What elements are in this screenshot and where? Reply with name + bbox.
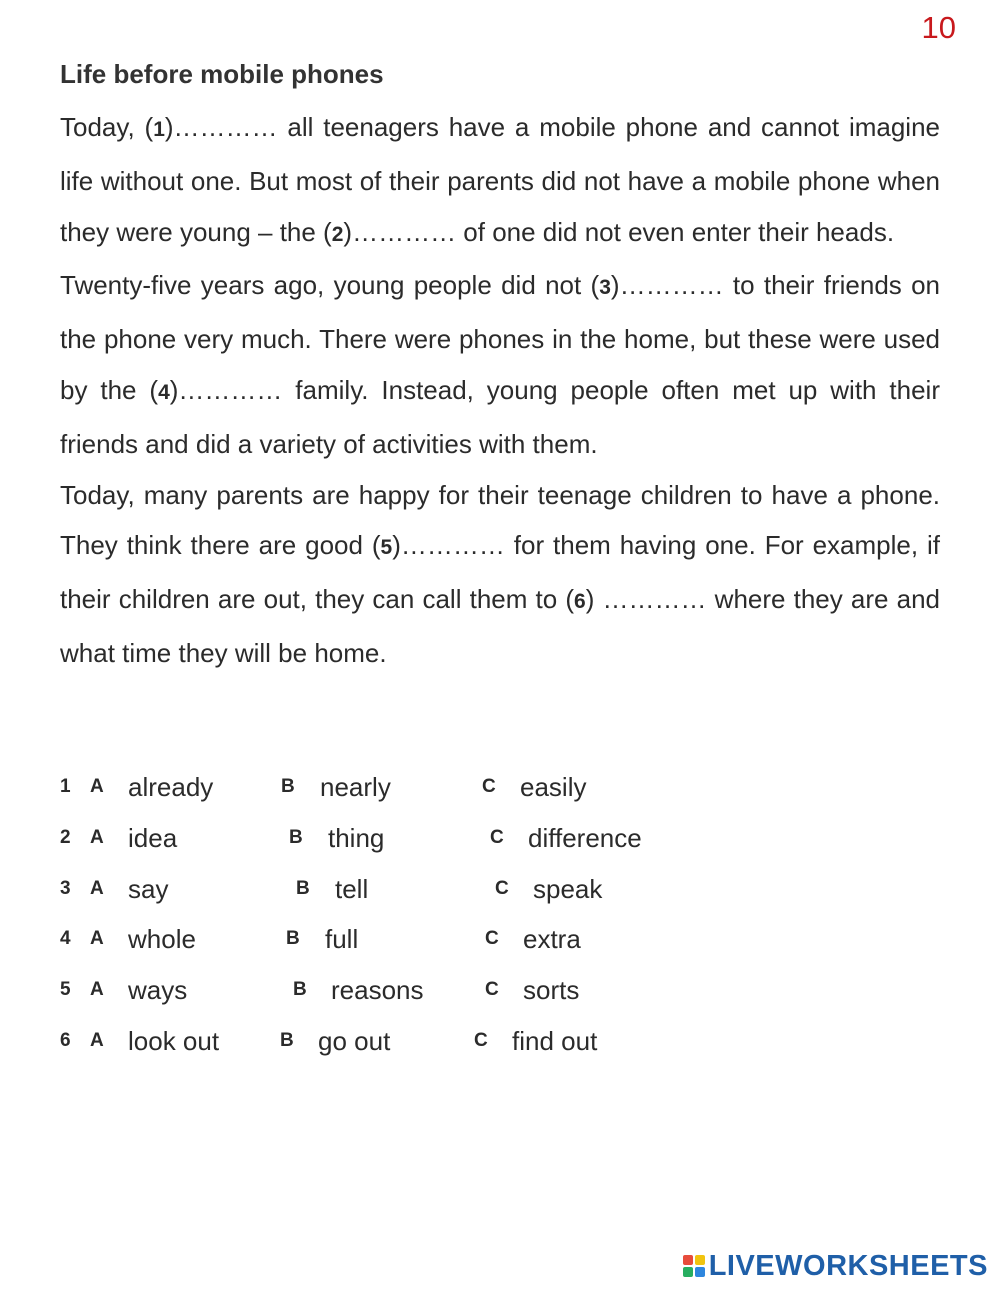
- gap-number-2: 2: [331, 222, 344, 246]
- option-letter-c: C: [490, 826, 504, 848]
- option-letter-b: B: [293, 979, 307, 1001]
- liveworksheets-logo[interactable]: [683, 1248, 988, 1284]
- option-b[interactable]: go out: [318, 1025, 391, 1056]
- option-row-3: [60, 864, 760, 915]
- option-row-5: [60, 965, 760, 1016]
- paragraph-1: [60, 102, 940, 260]
- option-letter-a: A: [90, 826, 104, 848]
- option-b[interactable]: thing: [328, 822, 385, 853]
- logo-square: [683, 1255, 693, 1265]
- question-number: 5: [60, 979, 71, 1001]
- passage-text: Today, many parents are happy for their teenage children to have a phone. They think there are good (: [60, 479, 940, 561]
- page-number: 10: [921, 10, 956, 45]
- option-c[interactable]: sorts: [523, 975, 580, 1006]
- passage-text: Twenty-five years ago, young people did not (: [60, 270, 600, 301]
- answer-options: [60, 762, 760, 1067]
- gap-number-1: 1: [153, 118, 165, 141]
- option-letter-c: C: [482, 776, 496, 797]
- option-row-6: [60, 1016, 760, 1067]
- option-row-4: [60, 914, 760, 965]
- option-letter-a: A: [90, 776, 104, 797]
- logo-square: [695, 1255, 705, 1265]
- option-letter-b: B: [280, 1029, 294, 1051]
- question-number: 6: [60, 1029, 71, 1051]
- option-row-2: [60, 813, 760, 864]
- question-number: 1: [60, 776, 71, 797]
- gap-number-5: 5: [380, 536, 393, 560]
- gap-number-3: 3: [599, 276, 611, 300]
- option-a[interactable]: say: [128, 873, 169, 904]
- logo-square: [683, 1267, 693, 1277]
- option-row-1: [60, 762, 760, 813]
- option-a[interactable]: already: [128, 772, 214, 802]
- option-letter-b: B: [289, 826, 303, 848]
- logo-text: LIVEWORKSHEETS: [708, 1249, 988, 1282]
- option-c[interactable]: extra: [523, 924, 581, 955]
- logo-square: [695, 1267, 705, 1277]
- option-letter-c: C: [485, 928, 499, 950]
- option-letter-a: A: [90, 1029, 104, 1051]
- option-b[interactable]: reasons: [331, 975, 424, 1006]
- gap-number-6: 6: [574, 590, 586, 614]
- passage-text: )………… of one did not even enter their heads.: [343, 216, 895, 247]
- option-letter-b: B: [296, 877, 310, 899]
- option-b[interactable]: full: [325, 924, 359, 955]
- passage-text: ) ………… where they are and what time they will be home.: [60, 584, 940, 668]
- gap-number-4: 4: [158, 380, 170, 404]
- option-a[interactable]: look out: [128, 1025, 220, 1056]
- question-number: 2: [60, 826, 71, 848]
- passage-text: )………… family. Instead, young people often met up with their friends and did a variety of activities with them.: [60, 374, 940, 459]
- option-b[interactable]: tell: [335, 873, 369, 904]
- option-letter-a: A: [90, 877, 104, 899]
- option-c[interactable]: speak: [533, 873, 603, 904]
- paragraph-2: [60, 260, 940, 469]
- passage-text: Today, (: [60, 112, 154, 142]
- option-letter-a: A: [90, 928, 104, 950]
- option-letter-c: C: [495, 877, 509, 899]
- passage-text: )………… to their friends on the phone very much. There were phones in the home, but these were used by the (: [60, 270, 940, 405]
- option-c[interactable]: easily: [520, 772, 587, 802]
- paragraph-3: [60, 470, 940, 679]
- option-letter-c: C: [485, 979, 499, 1001]
- option-c[interactable]: difference: [528, 822, 642, 853]
- option-letter-a: A: [90, 979, 104, 1001]
- option-letter-c: C: [474, 1029, 488, 1051]
- option-c[interactable]: find out: [512, 1025, 598, 1056]
- question-number: 4: [60, 928, 71, 950]
- option-letter-b: B: [281, 776, 295, 797]
- option-a[interactable]: ways: [128, 975, 188, 1006]
- passage-text: )………… all teenagers have a mobile phone and cannot imagine life without one. But most of their parents did not have a mobile phone when they were young – the (: [60, 112, 940, 247]
- option-a[interactable]: whole: [128, 924, 196, 955]
- logo-mark-icon: [683, 1255, 705, 1277]
- option-letter-b: B: [286, 928, 300, 950]
- question-number: 3: [60, 877, 71, 899]
- option-b[interactable]: nearly: [320, 772, 391, 802]
- passage-text: )………… for them having one. For example, if their children are out, they can call them to (: [60, 530, 940, 615]
- option-a[interactable]: idea: [128, 822, 178, 853]
- page-title: Life before mobile phones: [60, 59, 384, 89]
- passage: [60, 102, 940, 679]
